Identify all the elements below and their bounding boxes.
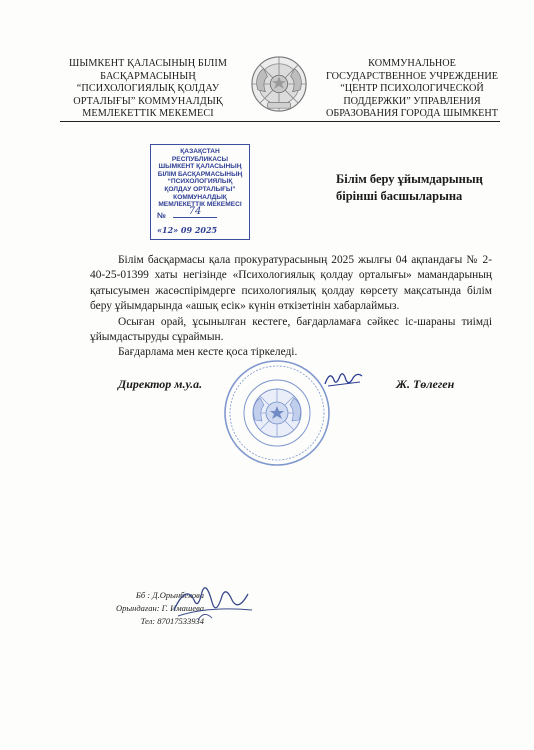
stamp-number-value: 74: [173, 206, 217, 218]
signatory-title: Директор м.у.а.: [118, 377, 203, 391]
header-org-russian: КОММУНАЛЬНОЕ ГОСУДАРСТВЕННОЕ УЧРЕЖДЕНИЕ “ЦЕНТР ПСИХОЛОГИЧЕСКОЙ ПОДДЕРЖКИ” УПРАВЛЕНИЯ ОБРАЗОВАНИЯ ГОРОДА ШЫМКЕНТ: [325, 58, 498, 119]
stamp-text: ҚАЗАҚСТАН РЕСПУБЛИКАСЫ ШЫМКЕНТ ҚАЛАСЫНЫҢ БІЛІМ БАСҚАРМАСЫНЫҢ “ПСИХОЛОГИЯЛЫҚ ҚОЛДАУ ОРТАЛЫҒЫ” КОММУНАЛДЫҚ МЕМЛЕКЕТТІК МЕКЕМЕСІ: [157, 148, 243, 209]
footer-executor: Орындаған: Г. Имашева: [116, 603, 204, 613]
body-paragraph-2: Осыған орай, ұсынылған кестеге, бағдарламаға сәйкес іс-шараны тиімді ұйымдастыруды сұраймын.: [90, 315, 492, 344]
state-emblem-icon: [250, 55, 308, 113]
official-seal-icon: [222, 358, 332, 468]
letter-body: [90, 253, 492, 361]
director-signature-icon: [322, 368, 366, 390]
stamp-number-label: №: [157, 211, 166, 220]
body-paragraph-1: Білім басқармасы қала прокуратурасының 2025 жылғы 04 ақпандағы № 2-40-25-01399 хаты негізінде «Психологиялық қолдау орталығы» мамандарының қатысуымен жасөспірімдерге психологиялық қолдау көрсету мақсатында білім беру ұйымдарында «ашық есік» күнін өткізетінін хабарлаймыз.: [90, 254, 492, 313]
footer-signature-icon: [168, 580, 258, 624]
body-paragraph-3: Бағдарлама мен кесте қоса тіркеледі.: [118, 346, 298, 359]
header-divider: [60, 121, 500, 122]
signatory-name: Ж. Төлеген: [396, 377, 455, 391]
footer-approver: Бб : Д.Орынбекова: [135, 590, 204, 600]
header-org-kazakh: ШЫМКЕНТ ҚАЛАСЫНЫҢ БІЛІМ БАСҚАРМАСЫНЫҢ “ПСИХОЛОГИЯЛЫҚ ҚОЛДАУ ОРТАЛЫҒЫ” КОММУНАЛДЫҚ МЕМЛЕКЕТТІК МЕКЕМЕСІ: [68, 58, 227, 119]
registration-stamp: [150, 144, 250, 240]
addressee: Білім беру ұйымдарының бірінші басшыларына: [336, 172, 483, 203]
footer-phone: Тел: 87017533934: [140, 616, 204, 626]
stamp-date: «12» 09 2025: [157, 225, 218, 235]
